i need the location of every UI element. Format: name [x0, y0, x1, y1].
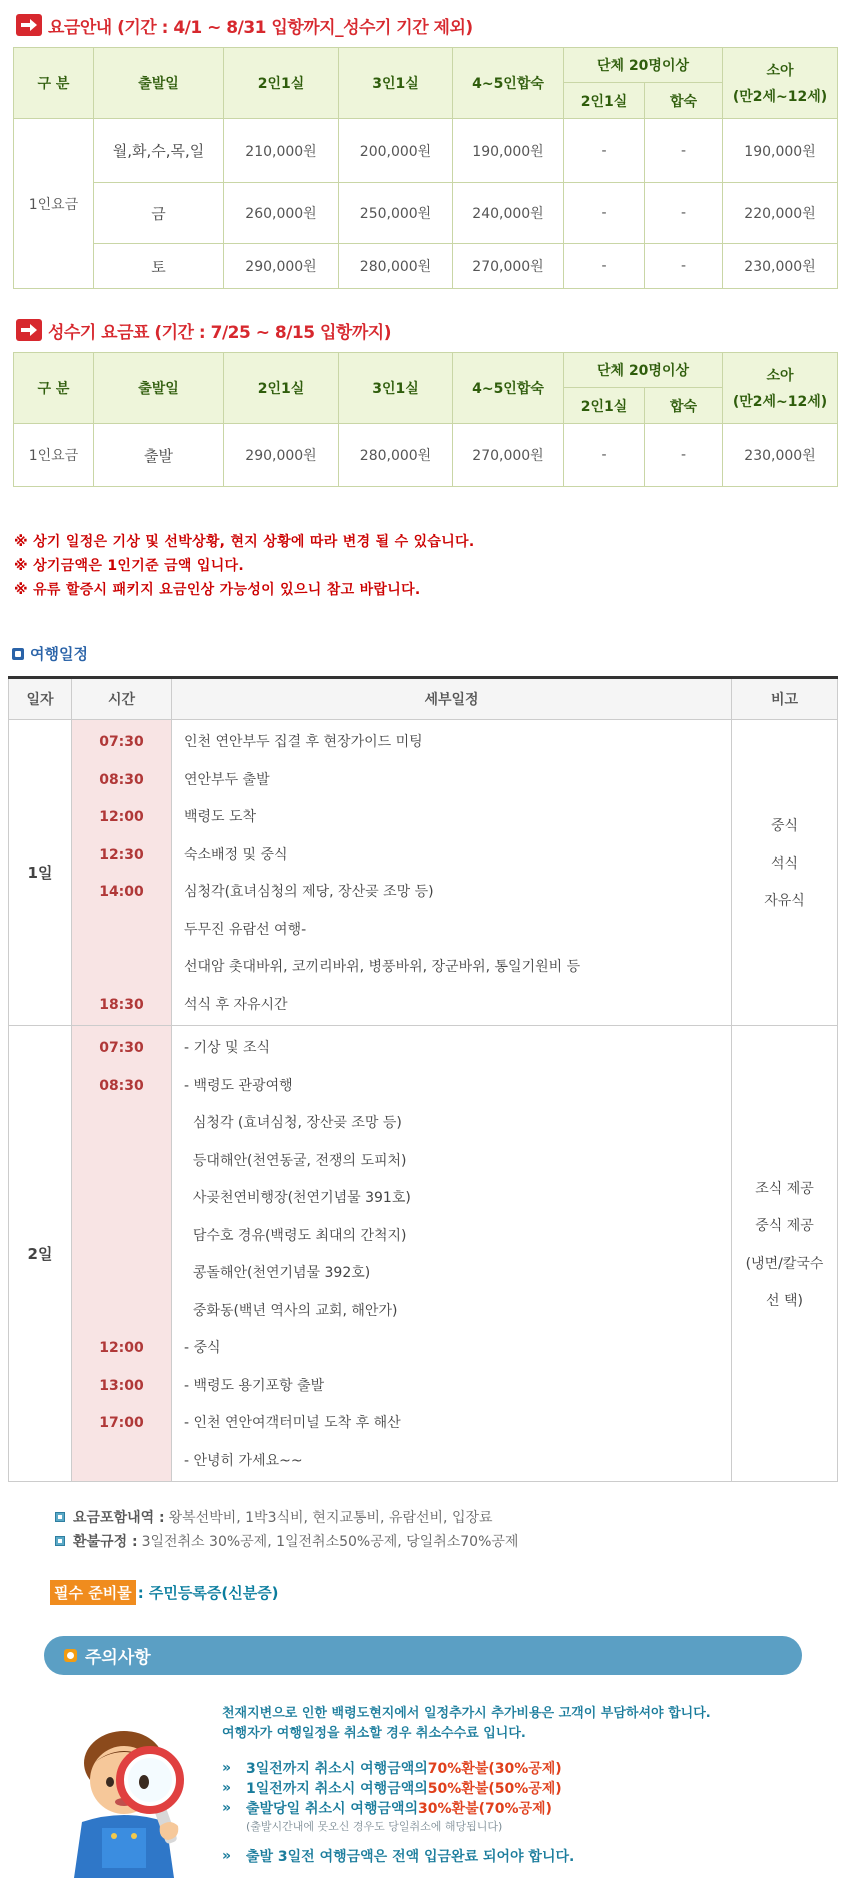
time-cell [72, 1301, 171, 1339]
detail-cell: 사곶천연비행장(천연기념물 391호) [184, 1190, 411, 1206]
row-label: 1인요금 [14, 119, 94, 289]
detail-cell: 선대암 촛대바위, 코끼리바위, 병풍바위, 장군바위, 통일기원비 등 [184, 959, 581, 975]
cell-group-shared: - [645, 119, 723, 183]
time-cell: 07:30 [99, 734, 144, 750]
cell-quad: 240,000원 [453, 183, 564, 244]
detail-cell: 콩돌해안(천연기념물 392호) [184, 1265, 371, 1281]
time-cell: 12:30 [99, 846, 144, 863]
cell-child: 190,000원 [723, 119, 838, 183]
note-cell: 석식 [770, 855, 799, 872]
final-notice [222, 1846, 711, 1866]
header-child-age: (만2세~12세) [732, 89, 828, 105]
cell-quad: 270,000원 [453, 424, 564, 487]
table-row [14, 244, 838, 289]
cell-quad: 190,000원 [453, 119, 564, 183]
header-twin: 2인1실 [224, 353, 339, 424]
cell-group-twin: - [564, 183, 645, 244]
cell-child: 230,000원 [723, 244, 838, 289]
time-cell: 12:00 [99, 1340, 144, 1356]
header-time: 시간 [72, 679, 172, 719]
refund-bullet [222, 1778, 711, 1798]
cell-triple: 250,000원 [339, 183, 453, 244]
includes-value: 왕복선박비, 1박3식비, 현지교통비, 유람선비, 입장료 [168, 1510, 493, 1526]
cell-group-twin: - [564, 119, 645, 183]
rate-section-1-header [16, 13, 473, 37]
refund-bullet-text: 출발당일 취소시 여행금액의 [246, 1801, 419, 1817]
time-cell [72, 1226, 171, 1264]
time-cell [72, 957, 171, 995]
caution-small-note: (출발시간내에 못오신 경우도 당일취소에 해당됩니다) [246, 1820, 503, 1833]
detail-cell: 석식 후 자유시간 [184, 996, 288, 1013]
refund-bullet [222, 1798, 711, 1818]
time-cell [72, 1451, 171, 1489]
cell-triple: 200,000원 [339, 119, 453, 183]
required-badge: 필수 준비물 [50, 1580, 136, 1605]
time-cell: 12:00 [99, 809, 144, 825]
rate-table-2 [13, 352, 838, 487]
refund-value: 3일전취소 30%공제, 1일전취소50%공제, 당일취소70%공제 [141, 1534, 519, 1550]
row-label: 1인요금 [14, 424, 94, 487]
refund-label: 환불규정 : [73, 1534, 138, 1550]
magnifier-character-illustration [62, 1718, 212, 1878]
detail-cell: - 기상 및 조식 [184, 1040, 271, 1056]
itinerary-day-2 [8, 1026, 838, 1482]
note-cell: (냉면/칼국수 [745, 1255, 824, 1272]
time-cell [72, 1263, 171, 1301]
note-cell: 중식 제공 [755, 1218, 814, 1234]
required-items [50, 1580, 279, 1605]
cell-twin: 260,000원 [224, 183, 339, 244]
caution-bar [44, 1636, 802, 1675]
cell-quad: 270,000원 [453, 244, 564, 289]
time-cell [72, 1188, 171, 1226]
detail-cell: 등대해안(천연동굴, 전쟁의 도피처) [184, 1152, 407, 1169]
detail-cell: 두무진 유람선 여행- [184, 921, 307, 938]
arrow-right-icon [16, 14, 42, 36]
note-cell: 자유식 [764, 893, 805, 910]
cell-triple: 280,000원 [339, 244, 453, 289]
detail-cell: 중화동(백년 역사의 교회, 해안가) [184, 1302, 398, 1319]
cell-child: 230,000원 [723, 424, 838, 487]
detail-cell: - 백령도 용기포항 출발 [184, 1377, 325, 1394]
cell-day: 토 [94, 244, 224, 289]
header-departure: 출발일 [94, 48, 224, 119]
detail-cell: 숙소배정 및 중식 [184, 846, 288, 863]
header-quad: 4~5인합숙 [453, 48, 564, 119]
cell-day: 월,화,수,목,일 [94, 119, 224, 183]
header-category: 구 분 [14, 48, 94, 119]
notice-line: ※ 상기금액은 1인기준 금액 입니다. [14, 558, 244, 574]
cell-group-shared: - [645, 183, 723, 244]
note-cell: 조식 제공 [755, 1180, 814, 1197]
detail-column [172, 1026, 732, 1481]
detail-column [172, 720, 732, 1025]
detail-cell: - 백령도 관광여행 [184, 1077, 293, 1094]
note-column [732, 720, 838, 1025]
square-bullet-icon [12, 648, 24, 660]
time-column [72, 1026, 172, 1481]
detail-cell: 백령도 도착 [184, 809, 257, 825]
header-category: 구 분 [14, 353, 94, 424]
table-row [14, 183, 838, 244]
double-chevron-icon: » [222, 1780, 232, 1796]
time-cell: 08:30 [99, 1077, 144, 1094]
includes-row [55, 1505, 518, 1529]
cell-twin: 290,000원 [224, 244, 339, 289]
cell-day: 출발 [94, 424, 224, 487]
detail-cell: 인천 연안부두 집결 후 현장가이드 미팅 [184, 734, 423, 750]
refund-bullet-pct: 50%환불(50%공제) [427, 1781, 562, 1797]
rate-section-2-title: 성수기 요금표 (기간 : 7/25 ~ 8/15 입항까지) [48, 322, 391, 343]
itinerary-title: 여행일정 [30, 645, 88, 663]
time-cell: 17:00 [99, 1415, 144, 1431]
time-cell: 13:00 [99, 1377, 144, 1394]
cell-group-shared: - [645, 424, 723, 487]
cell-twin: 210,000원 [224, 119, 339, 183]
detail-cell: 심청각(효녀심청의 제당, 장산곶 조망 등) [184, 884, 434, 900]
cell-group-twin: - [564, 424, 645, 487]
note-column [732, 1026, 838, 1481]
itinerary-table [8, 676, 838, 1482]
header-detail: 세부일정 [172, 679, 732, 719]
refund-bullet-text: 3일전까지 취소시 여행금액의 [246, 1761, 428, 1777]
header-twin: 2인1실 [224, 48, 339, 119]
square-bullet-icon [55, 1536, 65, 1546]
cell-twin: 290,000원 [224, 424, 339, 487]
notice-line: ※ 상기 일정은 기상 및 선박상황, 현지 상황에 따라 변경 될 수 있습니다. [14, 534, 475, 550]
cell-child: 220,000원 [723, 183, 838, 244]
detail-cell: 심청각 (효녀심청, 장산곶 조망 등) [184, 1115, 402, 1131]
refund-row [55, 1529, 518, 1553]
header-note: 비고 [732, 679, 838, 719]
warning-icon [64, 1649, 77, 1662]
rate-section-1-title: 요금안내 (기간 : 4/1 ~ 8/31 입항까지_성수기 기간 제외) [48, 17, 473, 38]
final-notice-text: 출발 3일전 여행금액은 전액 입금완료 되어야 합니다. [246, 1849, 575, 1865]
header-group-shared: 합숙 [645, 83, 723, 119]
double-chevron-icon: » [222, 1848, 232, 1864]
notice-list [14, 530, 474, 602]
refund-bullet-text: 1일전까지 취소시 여행금액의 [246, 1781, 428, 1797]
header-group: 단체 20명이상 [564, 48, 723, 83]
caution-intro-2: 여행자가 여행일정을 취소할 경우 취소수수료 입니다. [222, 1726, 526, 1741]
detail-cell: 담수호 경유(백령도 최대의 간척지) [184, 1227, 407, 1244]
double-chevron-icon: » [222, 1800, 232, 1816]
detail-cell: - 안녕히 가세요~~ [184, 1452, 303, 1469]
includes-label: 요금포함내역 : [73, 1510, 165, 1526]
arrow-right-icon [16, 319, 42, 341]
time-cell [72, 920, 171, 958]
time-cell: 18:30 [99, 996, 144, 1013]
itinerary-header [12, 643, 88, 664]
note-cell: 선 택) [766, 1293, 803, 1309]
time-cell [72, 1151, 171, 1189]
header-triple: 3인1실 [339, 48, 453, 119]
detail-cell: - 인천 연안여객터미널 도착 후 해산 [184, 1415, 401, 1431]
cell-triple: 280,000원 [339, 424, 453, 487]
header-child [723, 48, 838, 119]
header-day: 일자 [8, 679, 72, 719]
double-chevron-icon: » [222, 1760, 232, 1776]
price-info [55, 1505, 518, 1553]
header-child-age: (만2세~12세) [732, 394, 828, 410]
header-group: 단체 20명이상 [564, 353, 723, 388]
caution-text [222, 1704, 711, 1866]
time-column [72, 720, 172, 1025]
caution-title: 주의사항 [85, 1648, 151, 1668]
time-cell: 08:30 [99, 771, 144, 788]
rate-table-1 [13, 47, 838, 289]
time-cell: 14:00 [99, 884, 144, 900]
header-departure: 출발일 [94, 353, 224, 424]
header-quad: 4~5인합숙 [453, 353, 564, 424]
refund-bullet [222, 1758, 711, 1778]
cell-group-shared: - [645, 244, 723, 289]
square-bullet-icon [55, 1512, 65, 1522]
header-child [723, 353, 838, 424]
day-label: 1일 [8, 720, 72, 1025]
header-child-label: 소아 [766, 63, 794, 79]
itinerary-header-row [8, 679, 838, 720]
header-group-twin: 2인1실 [564, 83, 645, 119]
note-cell: 중식 [770, 818, 799, 835]
notice-line: ※ 유류 할증시 패키지 요금인상 가능성이 있으니 참고 바랍니다. [14, 582, 421, 598]
time-cell [72, 1113, 171, 1151]
table-row [14, 424, 838, 487]
header-child-label: 소아 [766, 368, 794, 384]
detail-cell: - 중식 [184, 1340, 221, 1356]
refund-bullet-pct: 30%환불(70%공제) [418, 1801, 552, 1817]
cell-group-twin: - [564, 244, 645, 289]
header-group-twin: 2인1실 [564, 388, 645, 424]
table-row [14, 119, 838, 183]
day-label: 2일 [8, 1026, 72, 1481]
itinerary-day-1 [8, 720, 838, 1026]
cell-day: 금 [94, 183, 224, 244]
required-value: : 주민등록증(신분증) [137, 1584, 279, 1602]
time-cell: 07:30 [99, 1040, 144, 1056]
header-group-shared: 합숙 [645, 388, 723, 424]
header-triple: 3인1실 [339, 353, 453, 424]
detail-cell: 연안부두 출발 [184, 771, 270, 788]
refund-bullet-pct: 70%환불(30%공제) [427, 1761, 562, 1777]
rate-section-2-header [16, 318, 391, 342]
caution-intro-1: 천재지변으로 인한 백령도현지에서 일정추가시 추가비용은 고객이 부담하셔야 합니다. [222, 1706, 711, 1721]
